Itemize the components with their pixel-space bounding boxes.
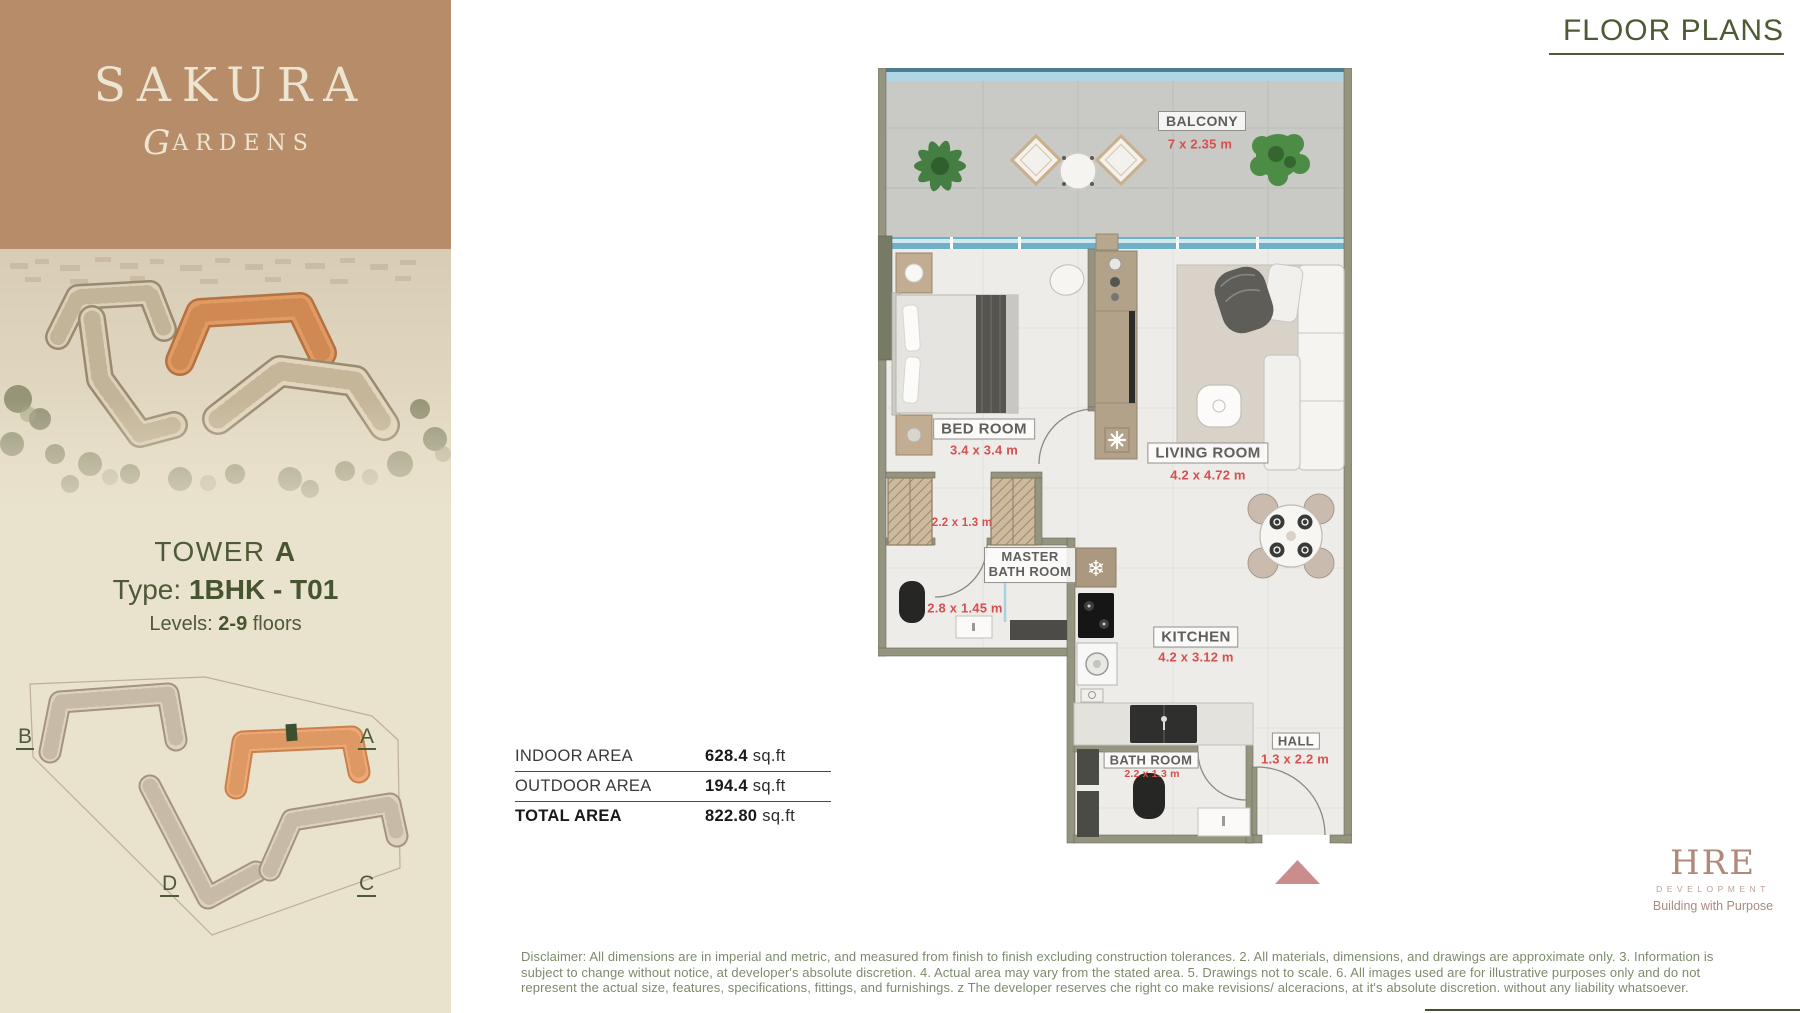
brand-header [0, 0, 451, 249]
small-appliance [1081, 689, 1103, 702]
developer-division: DEVELOPMENT [1656, 884, 1770, 894]
room-label-master-bath: MASTER BATH ROOM [984, 547, 1076, 583]
coffee-table [1197, 385, 1241, 427]
map-label-c: C [359, 872, 375, 895]
area-table [515, 742, 831, 831]
sidebar [0, 0, 451, 1013]
sofa [1262, 263, 1344, 470]
fan-icon [1105, 428, 1129, 452]
entrance-arrow-icon [1275, 860, 1320, 884]
stove [1078, 593, 1114, 638]
area-unit: sq.ft [762, 807, 795, 825]
vanity [956, 616, 992, 638]
table-row [515, 772, 831, 802]
map-label-a: A [360, 725, 375, 748]
area-unit: sq.ft [752, 747, 786, 765]
area-label: OUTDOOR AREA [515, 777, 652, 795]
levels-line [0, 613, 451, 636]
room-dims-bedroom: 3.4 x 3.4 m [950, 442, 1018, 458]
washing-machine [1077, 643, 1117, 685]
aerial-render-image [0, 249, 451, 544]
ac-ledge [878, 236, 892, 360]
brand-subtitle [0, 123, 451, 163]
site-map [0, 660, 451, 1013]
room-dims-balcony: 7 x 2.35 m [1167, 136, 1233, 152]
area-label: INDOOR AREA [515, 747, 633, 765]
room-label-bath: BATH ROOM [1104, 752, 1199, 769]
floor-plan [878, 68, 1352, 893]
page-title: FLOOR PLANS [1562, 14, 1784, 47]
developer-logo [1648, 843, 1778, 913]
toilet [899, 581, 925, 623]
map-label-b: B [18, 725, 33, 748]
nightstand [896, 253, 932, 293]
map-label-d: D [162, 872, 178, 895]
room-dims-kitchen: 4.2 x 3.12 m [1158, 649, 1234, 665]
page-title-rule [1549, 53, 1784, 55]
area-value: 822.80 [705, 807, 758, 825]
brand-subtitle-rest: ARDENS [172, 131, 315, 156]
bath-cabinet [1077, 749, 1099, 785]
unit-info [0, 536, 451, 636]
table-row [515, 802, 831, 831]
bottom-rule [1425, 1009, 1800, 1011]
vanity [1198, 808, 1250, 836]
bath-cabinet [1077, 791, 1099, 837]
kitchen-counter [1074, 703, 1253, 745]
room-dims-master-bath: 2.8 x 1.45 m [927, 600, 1003, 616]
fridge [1076, 548, 1116, 587]
area-value: 628.4 [705, 747, 748, 765]
balcony-railing [878, 68, 1352, 72]
type-value: 1BHK - T01 [188, 574, 339, 605]
levels-value: 2-9 [218, 613, 248, 635]
unit-location-marker [285, 724, 297, 742]
bath-counter [1010, 620, 1067, 640]
developer-tagline: Building with Purpose [1652, 899, 1774, 913]
dining-set [1248, 494, 1334, 578]
room-dims-bath: 2.2 x 1.3 m [1124, 768, 1180, 780]
room-label-hall: HALL [1272, 733, 1320, 750]
room-label-bedroom: BED ROOM [933, 419, 1035, 440]
room-dims-living: 4.2 x 4.72 m [1170, 467, 1246, 483]
disclaimer-text: Disclaimer: All dimensions are in imperial and metric, and measured from finish to finish excluding construction tolerances. 2. All materials, dimensions, and drawings are approximate only. 3. Information is subject to change without notice, at developer's absolute discretion. 4. Actual area may vary from the stated area. 5. Drawings not to scale. 6. All images used are for illustrative purposes only and do not represent the actual size, features, specifications, fittings, and furnishings. z The developer reserves che right co make revisions/ alceracions, at it's absolute discretion. without any liability whatsoever. [521, 949, 1714, 996]
brand-title: SAKURA [93, 58, 369, 113]
type-label: Type: [112, 574, 182, 605]
room-label-balcony: BALCONY [1158, 111, 1246, 131]
tower-value: A [274, 536, 297, 567]
nightstand [896, 415, 932, 455]
ac-snowflake-icon: ❄ [1086, 556, 1106, 581]
table-row [515, 742, 831, 772]
area-label: TOTAL AREA [515, 807, 622, 825]
room-dims-hall: 1.3 x 2.2 m [1261, 751, 1329, 767]
type-line [0, 574, 451, 606]
room-label-living: LIVING ROOM [1147, 443, 1268, 464]
area-unit: sq.ft [752, 777, 786, 795]
levels-suffix: floors [252, 613, 302, 635]
developer-name: HRE [1669, 843, 1757, 883]
room-label-kitchen: KITCHEN [1153, 627, 1238, 648]
tower-line [0, 536, 451, 568]
brand-subtitle-initial: G [143, 123, 173, 163]
wardrobe-dims: 2.2 x 1.3 m [931, 517, 993, 529]
bed [892, 293, 1018, 415]
tv-screen [1129, 311, 1135, 403]
area-value: 194.4 [705, 777, 748, 795]
tower-label: TOWER [154, 536, 266, 567]
levels-label: Levels: [149, 613, 213, 635]
